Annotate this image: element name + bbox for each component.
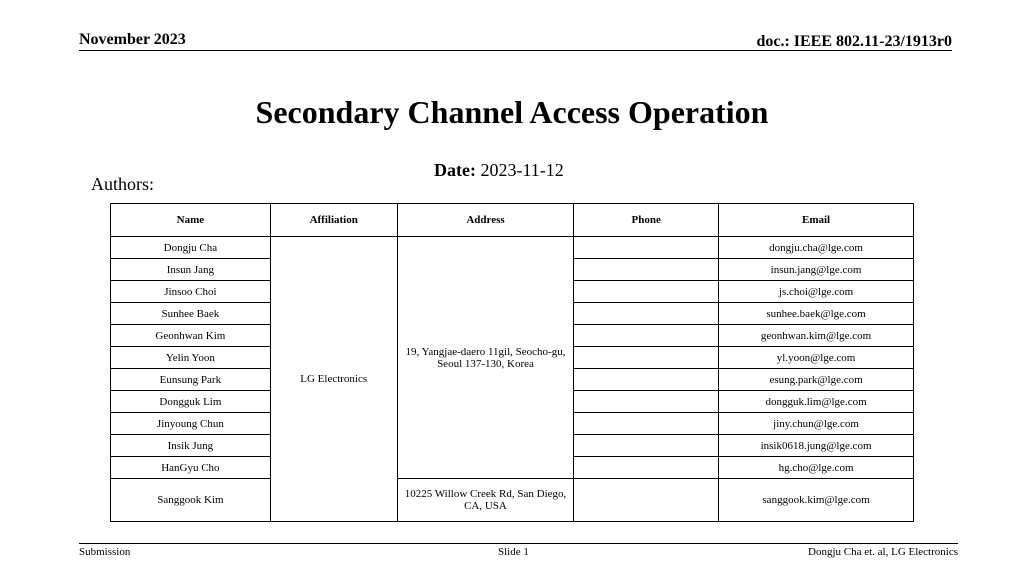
phone-cell: [574, 479, 719, 522]
phone-cell: [574, 413, 719, 435]
footer-authors: Dongju Cha et. al, LG Electronics: [808, 546, 958, 558]
header-divider: [79, 50, 952, 51]
author-email: jiny.chun@lge.com: [719, 413, 914, 435]
date-value: 2023-11-12: [480, 160, 564, 180]
affiliation-cell: LG Electronics: [270, 237, 397, 522]
phone-cell: [574, 303, 719, 325]
author-name: Dongguk Lim: [111, 391, 271, 413]
author-email: insik0618.jung@lge.com: [719, 435, 914, 457]
phone-cell: [574, 325, 719, 347]
phone-cell: [574, 435, 719, 457]
col-header-name: Name: [111, 204, 271, 237]
slide-title: Secondary Channel Access Operation: [255, 94, 769, 130]
phone-cell: [574, 369, 719, 391]
author-email: insun.jang@lge.com: [719, 259, 914, 281]
authors-table: [110, 203, 914, 522]
author-email: dongju.cha@lge.com: [719, 237, 914, 259]
phone-cell: [574, 237, 719, 259]
author-name: Dongju Cha: [111, 237, 271, 259]
address-cell: 19, Yangjae-daero 11gil, Seocho-gu, Seoul 137-130, Korea: [397, 237, 574, 479]
author-email: esung.park@lge.com: [719, 369, 914, 391]
phone-cell: [574, 281, 719, 303]
author-email: sunhee.baek@lge.com: [719, 303, 914, 325]
footer-divider: [79, 543, 958, 544]
author-name: HanGyu Cho: [111, 457, 271, 479]
author-email: sanggook.kim@lge.com: [719, 479, 914, 522]
author-email: hg.cho@lge.com: [719, 457, 914, 479]
table-row: [111, 237, 914, 259]
author-name: Sanggook Kim: [111, 479, 271, 522]
author-email: geonhwan.kim@lge.com: [719, 325, 914, 347]
col-header-affiliation: Affiliation: [270, 204, 397, 237]
author-name: Eunsung Park: [111, 369, 271, 391]
date-line: [434, 160, 564, 181]
author-name: Sunhee Baek: [111, 303, 271, 325]
phone-cell: [574, 457, 719, 479]
phone-cell: [574, 259, 719, 281]
author-name: Insun Jang: [111, 259, 271, 281]
address-cell: 10225 Willow Creek Rd, San Diego, CA, USA: [397, 479, 574, 522]
author-email: yl.yoon@lge.com: [719, 347, 914, 369]
col-header-email: Email: [719, 204, 914, 237]
author-email: dongguk.lim@lge.com: [719, 391, 914, 413]
col-header-phone: Phone: [574, 204, 719, 237]
table-header-row: [111, 204, 914, 237]
footer-slide-number: Slide 1: [498, 546, 529, 558]
header-doc-id: doc.: IEEE 802.11-23/1913r0: [756, 33, 952, 50]
author-name: Geonhwan Kim: [111, 325, 271, 347]
author-name: Yelin Yoon: [111, 347, 271, 369]
author-name: Jinyoung Chun: [111, 413, 271, 435]
col-header-address: Address: [397, 204, 574, 237]
author-name: Insik Jung: [111, 435, 271, 457]
author-name: Jinsoo Choi: [111, 281, 271, 303]
author-email: js.choi@lge.com: [719, 281, 914, 303]
phone-cell: [574, 347, 719, 369]
header-date: November 2023: [79, 31, 186, 48]
phone-cell: [574, 391, 719, 413]
table-row: [111, 479, 914, 522]
date-label: Date:: [434, 160, 476, 180]
authors-label: Authors:: [91, 174, 154, 194]
footer-submission: Submission: [79, 546, 131, 558]
